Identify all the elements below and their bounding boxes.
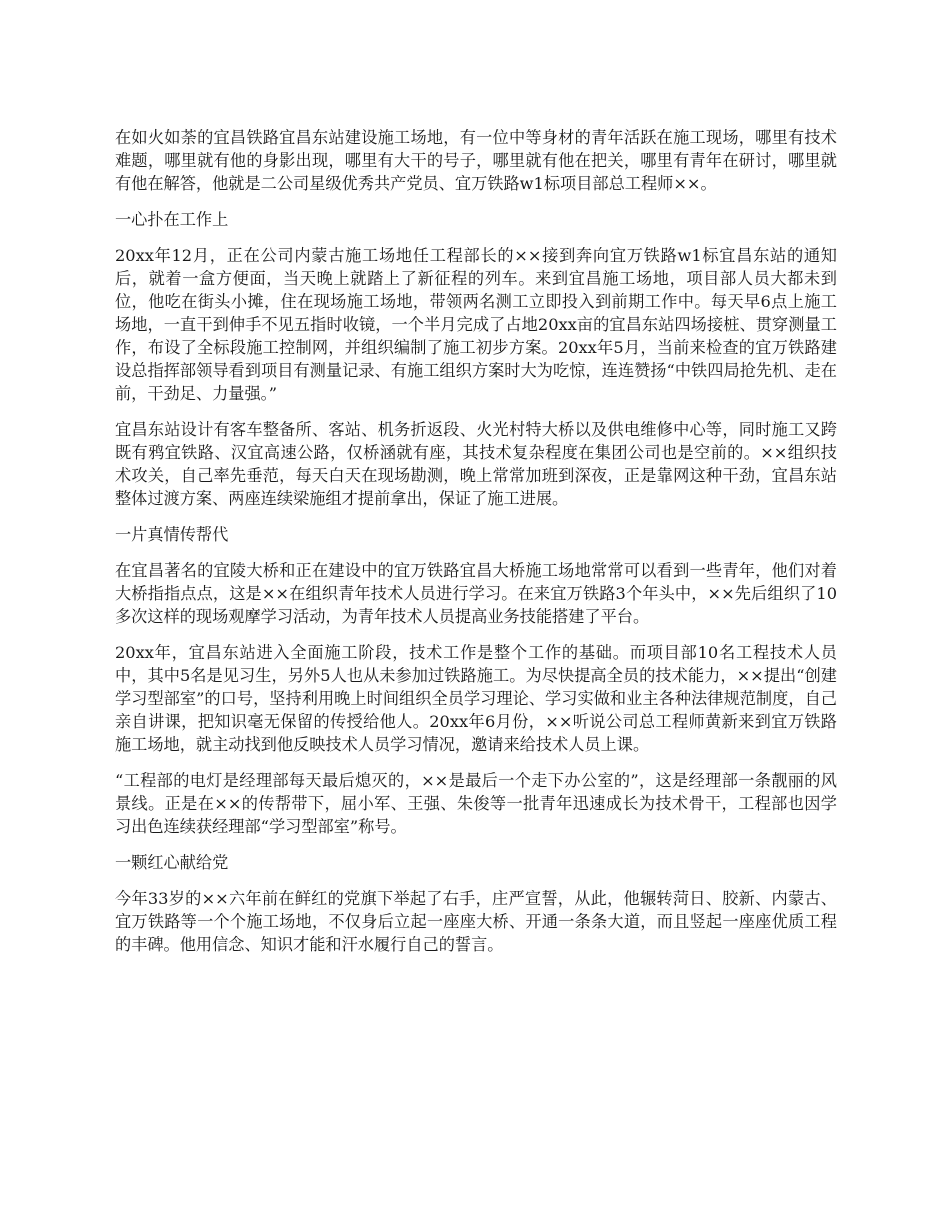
document-body	[115, 126, 837, 969]
party-paragraph: 今年33岁的××六年前在鲜红的党旗下举起了右手，庄严宣誓，从此，他辗转菏日、胶新、内蒙古、宜万铁路等一个个施工场地，不仅身后立起一座座大桥、开通一条条大道，而且竖起一座座优质工程的丰碑。他用信念、知识才能和汗水履行自己的誓言。	[115, 889, 837, 954]
work-paragraph-1: 20xx年12月，正在公司内蒙古施工场地任工程部长的××接到奔向宜万铁路w1标宜昌东站的通知后，就着一盒方便面，当天晚上就踏上了新征程的列车。来到宜昌施工场地，项目部人员大都未到位，他吃在街头小摊，住在现场施工场地，带领两名测工立即投入到前期工作中。每天早6点上施工场地，一直干到伸手不见五指时收镜，一个半月完成了占地20xx亩的宜昌东站四场接桩、贯穿测量工作，布设了全标段施工控制网，并组织编制了施工初步方案。20xx年5月，当前来检查的宜万铁路建设总指挥部领导看到项目有测量记录、有施工组织方案时大为吃惊，连连赞扬“中铁四局抢先机、走在前，干劲足、力量强。”	[115, 246, 837, 403]
section-heading-mentoring: 一片真情传帮代	[115, 525, 229, 544]
mentoring-paragraph-3: “工程部的电灯是经理部每天最后熄灭的，××是最后一个走下办公室的”，这是经理部一条靓丽的风景线。正是在××的传帮带下，屈小军、王强、朱俊等一批青年迅速成长为技术骨干，工程部也因学习出色连续获经理部“学习型部室”称号。	[115, 771, 837, 836]
mentoring-paragraph-2: 20xx年，宜昌东站进入全面施工阶段，技术工作是整个工作的基础。而项目部10名工程技术人员中，其中5名是见习生，另外5人也从未参加过铁路施工。为尽快提高全员的技术能力，××提出“创建学习型部室”的口号，坚持利用晚上时间组织全员学习理论、学习实做和业主各种法律规范制度，自己亲自讲课，把知识毫无保留的传授给他人。20xx年6月份，××听说公司总工程师黄新来到宜万铁路施工场地，就主动找到他反映技术人员学习情况，邀请来给技术人员上课。	[115, 643, 837, 754]
section-heading-work: 一心扑在工作上	[115, 210, 229, 229]
mentoring-paragraph-1: 在宜昌著名的宜陵大桥和正在建设中的宜万铁路宜昌大桥施工场地常常可以看到一些青年，他们对着大桥指指点点，这是××在组织青年技术人员进行学习。在来宜万铁路3个年头中，××先后组织了10多次这样的现场观摩学习活动，为青年技术人员提高业务技能搭建了平台。	[115, 561, 837, 626]
work-paragraph-2: 宜昌东站设计有客车整备所、客站、机务折返段、火光村特大桥以及供电维修中心等，同时施工又跨既有鸦宜铁路、汉宜高速公路，仅桥涵就有座，其技术复杂程度在集团公司也是空前的。××组织技术攻关，自己率先垂范，每天白天在现场勘测，晚上常常加班到深夜，正是靠网这种干劲，宜昌东站整体过渡方案、两座连续梁施组才提前拿出，保证了施工进展。	[115, 420, 837, 508]
intro-paragraph: 在如火如荼的宜昌铁路宜昌东站建设施工场地，有一位中等身材的青年活跃在施工现场，哪里有技术难题，哪里就有他的身影出现，哪里有大干的号子，哪里就有他在把关，哪里有青年在研讨，哪里就有他在解答，他就是二公司星级优秀共产党员、宜万铁路w1标项目部总工程师××。	[115, 128, 837, 193]
section-heading-party: 一颗红心献给党	[115, 853, 229, 872]
